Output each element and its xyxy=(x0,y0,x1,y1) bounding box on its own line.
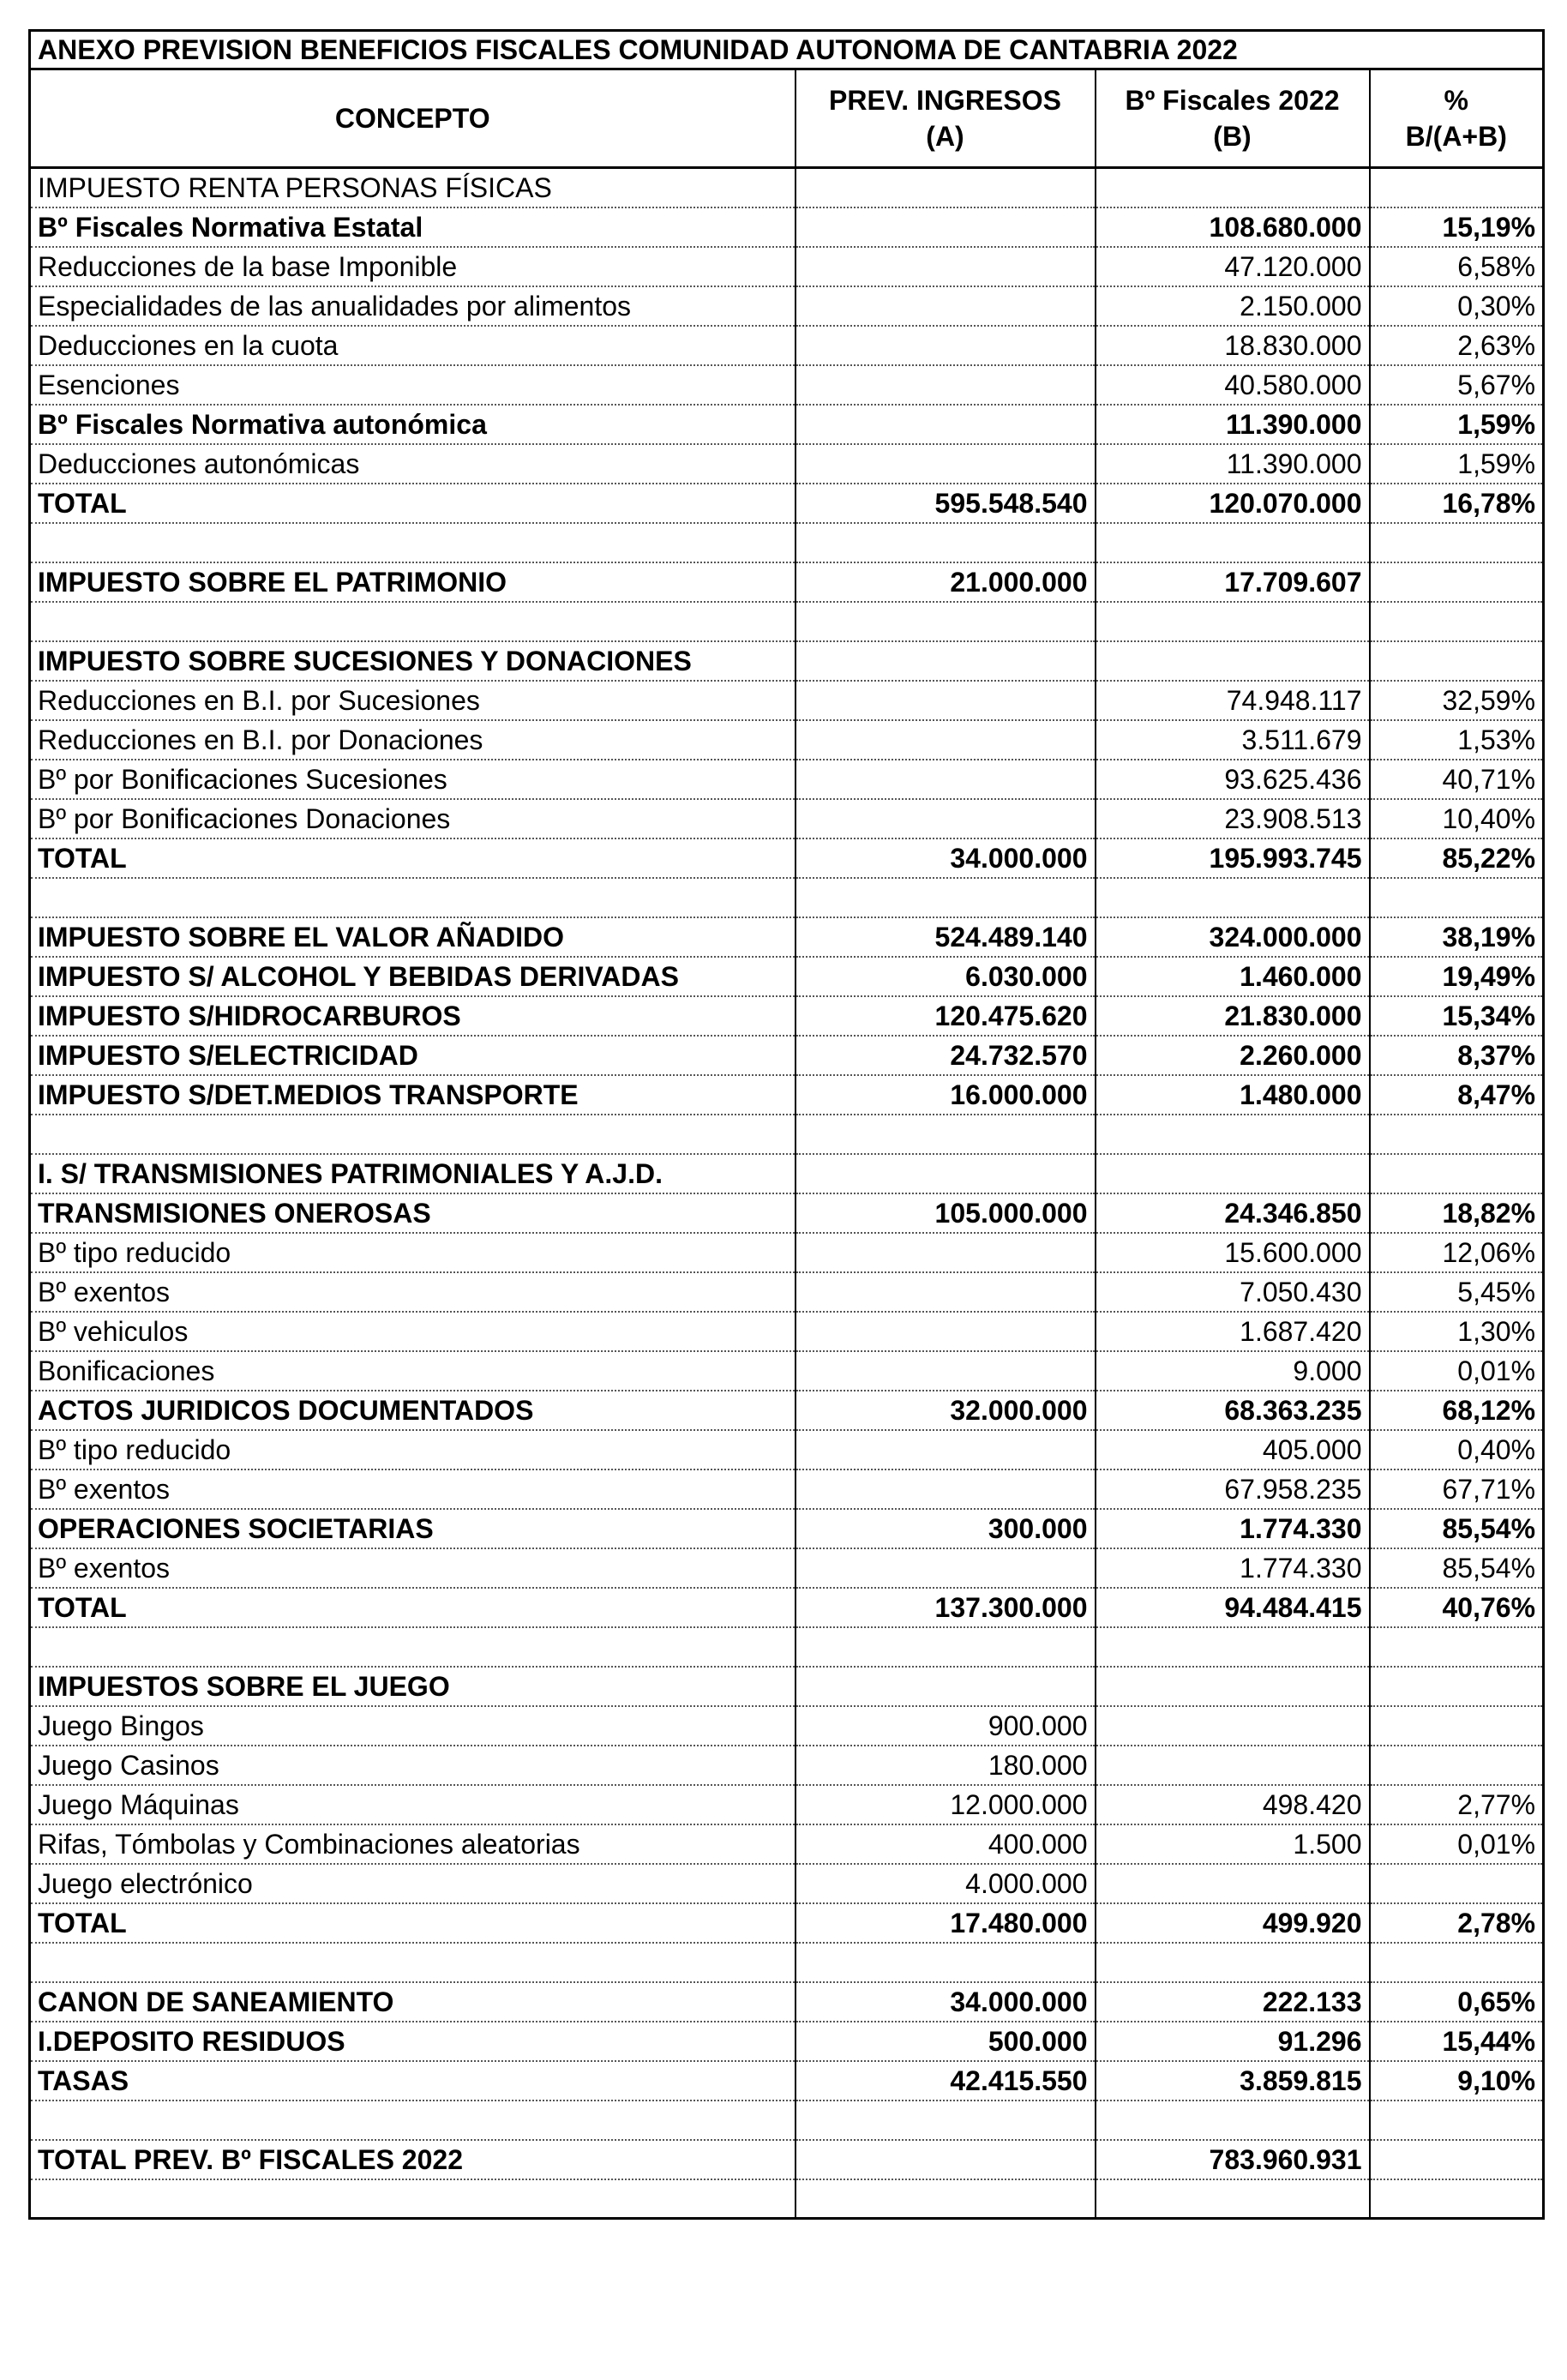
cell-porcentaje xyxy=(1370,2179,1544,2219)
table-row xyxy=(30,838,1544,878)
cell-concepto: Bonificaciones xyxy=(30,1351,796,1391)
cell-porcentaje: 40,76% xyxy=(1370,1588,1544,1627)
cell-concepto: IMPUESTO RENTA PERSONAS FÍSICAS xyxy=(30,168,796,207)
cell-porcentaje: 85,54% xyxy=(1370,1548,1544,1588)
table-row xyxy=(30,957,1544,996)
cell-concepto: Juego Máquinas xyxy=(30,1785,796,1824)
cell-beneficios-fiscales xyxy=(1096,2101,1370,2140)
cell-prev-ingresos xyxy=(796,207,1096,247)
cell-concepto: IMPUESTO S/ ALCOHOL Y BEBIDAS DERIVADAS xyxy=(30,957,796,996)
cell-beneficios-fiscales: 499.920 xyxy=(1096,1903,1370,1943)
cell-porcentaje xyxy=(1370,1667,1544,1706)
table-row xyxy=(30,1548,1544,1588)
cell-prev-ingresos xyxy=(796,641,1096,681)
table-row xyxy=(30,878,1544,917)
cell-concepto: IMPUESTO SOBRE EL VALOR AÑADIDO xyxy=(30,917,796,957)
cell-concepto: IMPUESTO S/ELECTRICIDAD xyxy=(30,1036,796,1075)
cell-beneficios-fiscales: 405.000 xyxy=(1096,1430,1370,1469)
table-row xyxy=(30,2022,1544,2061)
cell-prev-ingresos xyxy=(796,720,1096,760)
cell-prev-ingresos xyxy=(796,405,1096,444)
cell-prev-ingresos xyxy=(796,168,1096,207)
cell-concepto: Reducciones en B.I. por Donaciones xyxy=(30,720,796,760)
cell-concepto: Reducciones de la base Imponible xyxy=(30,247,796,286)
cell-beneficios-fiscales: 324.000.000 xyxy=(1096,917,1370,957)
cell-beneficios-fiscales: 222.133 xyxy=(1096,1982,1370,2022)
cell-concepto: Bº por Bonificaciones Donaciones xyxy=(30,799,796,838)
cell-porcentaje: 15,44% xyxy=(1370,2022,1544,2061)
table-row xyxy=(30,523,1544,562)
cell-beneficios-fiscales: 7.050.430 xyxy=(1096,1272,1370,1312)
cell-porcentaje: 2,78% xyxy=(1370,1903,1544,1943)
cell-porcentaje: 8,47% xyxy=(1370,1075,1544,1115)
table-row xyxy=(30,1982,1544,2022)
cell-porcentaje xyxy=(1370,1627,1544,1667)
cell-beneficios-fiscales: 498.420 xyxy=(1096,1785,1370,1824)
cell-prev-ingresos xyxy=(796,286,1096,326)
cell-concepto: Esenciones xyxy=(30,365,796,405)
table-row xyxy=(30,1312,1544,1351)
cell-porcentaje: 15,34% xyxy=(1370,996,1544,1036)
table-row xyxy=(30,917,1544,957)
cell-concepto: Juego Bingos xyxy=(30,1706,796,1746)
cell-concepto xyxy=(30,2179,796,2219)
cell-concepto: IMPUESTO SOBRE EL PATRIMONIO xyxy=(30,562,796,602)
cell-prev-ingresos: 16.000.000 xyxy=(796,1075,1096,1115)
cell-porcentaje: 10,40% xyxy=(1370,799,1544,838)
cell-concepto: IMPUESTO S/DET.MEDIOS TRANSPORTE xyxy=(30,1075,796,1115)
table-row xyxy=(30,1864,1544,1903)
cell-prev-ingresos xyxy=(796,365,1096,405)
table-row xyxy=(30,207,1544,247)
cell-beneficios-fiscales: 1.687.420 xyxy=(1096,1312,1370,1351)
cell-prev-ingresos: 34.000.000 xyxy=(796,838,1096,878)
cell-porcentaje: 0,40% xyxy=(1370,1430,1544,1469)
table-row xyxy=(30,1391,1544,1430)
cell-beneficios-fiscales xyxy=(1096,1864,1370,1903)
cell-beneficios-fiscales xyxy=(1096,1115,1370,1154)
cell-beneficios-fiscales xyxy=(1096,1627,1370,1667)
cell-beneficios-fiscales: 17.709.607 xyxy=(1096,562,1370,602)
cell-concepto: Bº tipo reducido xyxy=(30,1430,796,1469)
cell-concepto: Bº exentos xyxy=(30,1469,796,1509)
cell-prev-ingresos: 32.000.000 xyxy=(796,1391,1096,1430)
table-row xyxy=(30,641,1544,681)
table-row xyxy=(30,1627,1544,1667)
table-row xyxy=(30,760,1544,799)
cell-prev-ingresos xyxy=(796,1312,1096,1351)
cell-concepto xyxy=(30,1943,796,1982)
cell-beneficios-fiscales: 24.346.850 xyxy=(1096,1193,1370,1233)
cell-concepto: I. S/ TRANSMISIONES PATRIMONIALES Y A.J.D. xyxy=(30,1154,796,1193)
cell-beneficios-fiscales: 2.150.000 xyxy=(1096,286,1370,326)
table-row xyxy=(30,562,1544,602)
cell-concepto: TOTAL xyxy=(30,484,796,523)
cell-porcentaje: 9,10% xyxy=(1370,2061,1544,2101)
cell-porcentaje: 32,59% xyxy=(1370,681,1544,720)
cell-porcentaje: 38,19% xyxy=(1370,917,1544,957)
cell-concepto: OPERACIONES SOCIETARIAS xyxy=(30,1509,796,1548)
cell-prev-ingresos: 300.000 xyxy=(796,1509,1096,1548)
cell-prev-ingresos xyxy=(796,247,1096,286)
cell-concepto: Bº tipo reducido xyxy=(30,1233,796,1272)
header-beneficios-fiscales: Bº Fiscales 2022 (B) xyxy=(1096,69,1370,168)
cell-prev-ingresos: 137.300.000 xyxy=(796,1588,1096,1627)
cell-prev-ingresos: 400.000 xyxy=(796,1824,1096,1864)
cell-concepto: I.DEPOSITO RESIDUOS xyxy=(30,2022,796,2061)
table-row xyxy=(30,365,1544,405)
table-row xyxy=(30,405,1544,444)
table-row xyxy=(30,2101,1544,2140)
cell-porcentaje xyxy=(1370,1864,1544,1903)
cell-porcentaje: 1,30% xyxy=(1370,1312,1544,1351)
cell-beneficios-fiscales: 3.511.679 xyxy=(1096,720,1370,760)
cell-prev-ingresos xyxy=(796,1272,1096,1312)
cell-concepto xyxy=(30,2101,796,2140)
cell-porcentaje xyxy=(1370,1154,1544,1193)
cell-concepto: Deducciones autonómicas xyxy=(30,444,796,484)
table-row xyxy=(30,1115,1544,1154)
cell-prev-ingresos: 34.000.000 xyxy=(796,1982,1096,2022)
cell-concepto xyxy=(30,602,796,641)
cell-beneficios-fiscales: 195.993.745 xyxy=(1096,838,1370,878)
cell-prev-ingresos: 42.415.550 xyxy=(796,2061,1096,2101)
cell-porcentaje xyxy=(1370,168,1544,207)
table-row xyxy=(30,1272,1544,1312)
cell-beneficios-fiscales: 2.260.000 xyxy=(1096,1036,1370,1075)
table-row xyxy=(30,286,1544,326)
cell-beneficios-fiscales xyxy=(1096,641,1370,681)
cell-porcentaje: 6,58% xyxy=(1370,247,1544,286)
cell-porcentaje: 19,49% xyxy=(1370,957,1544,996)
cell-beneficios-fiscales: 120.070.000 xyxy=(1096,484,1370,523)
cell-porcentaje: 85,22% xyxy=(1370,838,1544,878)
table-row xyxy=(30,799,1544,838)
cell-porcentaje: 18,82% xyxy=(1370,1193,1544,1233)
cell-concepto xyxy=(30,1115,796,1154)
table-row xyxy=(30,1154,1544,1193)
table-row xyxy=(30,1509,1544,1548)
cell-porcentaje xyxy=(1370,562,1544,602)
cell-porcentaje: 15,19% xyxy=(1370,207,1544,247)
cell-prev-ingresos xyxy=(796,2179,1096,2219)
cell-prev-ingresos: 105.000.000 xyxy=(796,1193,1096,1233)
table-row xyxy=(30,1036,1544,1075)
table-row xyxy=(30,1785,1544,1824)
cell-prev-ingresos xyxy=(796,1469,1096,1509)
cell-concepto: TOTAL xyxy=(30,1588,796,1627)
cell-beneficios-fiscales xyxy=(1096,1706,1370,1746)
cell-prev-ingresos xyxy=(796,1943,1096,1982)
cell-concepto: IMPUESTO SOBRE SUCESIONES Y DONACIONES xyxy=(30,641,796,681)
cell-beneficios-fiscales: 783.960.931 xyxy=(1096,2140,1370,2179)
cell-concepto xyxy=(30,1627,796,1667)
cell-concepto: ACTOS JURIDICOS DOCUMENTADOS xyxy=(30,1391,796,1430)
cell-prev-ingresos xyxy=(796,326,1096,365)
cell-concepto: Bº vehiculos xyxy=(30,1312,796,1351)
cell-concepto: CANON DE SANEAMIENTO xyxy=(30,1982,796,2022)
cell-porcentaje xyxy=(1370,878,1544,917)
cell-porcentaje xyxy=(1370,602,1544,641)
cell-porcentaje: 5,45% xyxy=(1370,1272,1544,1312)
cell-concepto: Rifas, Tómbolas y Combinaciones aleatorias xyxy=(30,1824,796,1864)
cell-beneficios-fiscales: 93.625.436 xyxy=(1096,760,1370,799)
cell-prev-ingresos xyxy=(796,799,1096,838)
cell-beneficios-fiscales: 11.390.000 xyxy=(1096,444,1370,484)
spreadsheet-sheet xyxy=(28,29,1542,2220)
cell-prev-ingresos xyxy=(796,523,1096,562)
cell-porcentaje xyxy=(1370,2101,1544,2140)
cell-beneficios-fiscales: 23.908.513 xyxy=(1096,799,1370,838)
cell-porcentaje: 0,01% xyxy=(1370,1351,1544,1391)
cell-concepto: Reducciones en B.I. por Sucesiones xyxy=(30,681,796,720)
header-porcentaje: % B/(A+B) xyxy=(1370,69,1544,168)
table-row xyxy=(30,1588,1544,1627)
cell-beneficios-fiscales: 94.484.415 xyxy=(1096,1588,1370,1627)
cell-beneficios-fiscales xyxy=(1096,168,1370,207)
cell-prev-ingresos xyxy=(796,1548,1096,1588)
cell-beneficios-fiscales: 68.363.235 xyxy=(1096,1391,1370,1430)
cell-concepto: Bº Fiscales Normativa autonómica xyxy=(30,405,796,444)
table-row xyxy=(30,1075,1544,1115)
cell-prev-ingresos xyxy=(796,878,1096,917)
cell-concepto: TRANSMISIONES ONEROSAS xyxy=(30,1193,796,1233)
cell-beneficios-fiscales: 1.480.000 xyxy=(1096,1075,1370,1115)
table-title: ANEXO PREVISION BENEFICIOS FISCALES COMUNIDAD AUTONOMA DE CANTABRIA 2022 xyxy=(30,31,1544,69)
table-row xyxy=(30,1903,1544,1943)
cell-prev-ingresos: 24.732.570 xyxy=(796,1036,1096,1075)
cell-prev-ingresos xyxy=(796,2101,1096,2140)
table-row xyxy=(30,1706,1544,1746)
table-row xyxy=(30,996,1544,1036)
cell-beneficios-fiscales xyxy=(1096,1667,1370,1706)
table-row xyxy=(30,484,1544,523)
cell-beneficios-fiscales: 15.600.000 xyxy=(1096,1233,1370,1272)
cell-concepto: Bº Fiscales Normativa Estatal xyxy=(30,207,796,247)
cell-beneficios-fiscales: 18.830.000 xyxy=(1096,326,1370,365)
cell-porcentaje: 2,63% xyxy=(1370,326,1544,365)
table-title-row xyxy=(30,31,1544,69)
cell-porcentaje: 85,54% xyxy=(1370,1509,1544,1548)
cell-prev-ingresos xyxy=(796,444,1096,484)
cell-beneficios-fiscales: 1.774.330 xyxy=(1096,1548,1370,1588)
table-row xyxy=(30,247,1544,286)
table-row xyxy=(30,1943,1544,1982)
table-row xyxy=(30,1824,1544,1864)
cell-concepto: Bº exentos xyxy=(30,1272,796,1312)
cell-beneficios-fiscales: 1.460.000 xyxy=(1096,957,1370,996)
cell-concepto xyxy=(30,523,796,562)
cell-beneficios-fiscales: 21.830.000 xyxy=(1096,996,1370,1036)
cell-beneficios-fiscales: 74.948.117 xyxy=(1096,681,1370,720)
cell-beneficios-fiscales: 3.859.815 xyxy=(1096,2061,1370,2101)
cell-beneficios-fiscales: 47.120.000 xyxy=(1096,247,1370,286)
cell-prev-ingresos: 500.000 xyxy=(796,2022,1096,2061)
header-concepto: CONCEPTO xyxy=(30,69,796,168)
cell-concepto xyxy=(30,878,796,917)
cell-beneficios-fiscales: 67.958.235 xyxy=(1096,1469,1370,1509)
cell-prev-ingresos: 17.480.000 xyxy=(796,1903,1096,1943)
table-row xyxy=(30,602,1544,641)
cell-prev-ingresos: 180.000 xyxy=(796,1746,1096,1785)
cell-beneficios-fiscales xyxy=(1096,1943,1370,1982)
cell-porcentaje: 1,59% xyxy=(1370,405,1544,444)
cell-porcentaje: 0,65% xyxy=(1370,1982,1544,2022)
cell-beneficios-fiscales: 40.580.000 xyxy=(1096,365,1370,405)
cell-beneficios-fiscales: 1.500 xyxy=(1096,1824,1370,1864)
cell-prev-ingresos: 524.489.140 xyxy=(796,917,1096,957)
table-row xyxy=(30,681,1544,720)
cell-prev-ingresos xyxy=(796,1667,1096,1706)
cell-porcentaje: 0,01% xyxy=(1370,1824,1544,1864)
header-row xyxy=(30,69,1544,168)
cell-concepto: TASAS xyxy=(30,2061,796,2101)
cell-porcentaje xyxy=(1370,1115,1544,1154)
cell-prev-ingresos: 21.000.000 xyxy=(796,562,1096,602)
cell-prev-ingresos: 595.548.540 xyxy=(796,484,1096,523)
table-row xyxy=(30,168,1544,207)
cell-porcentaje xyxy=(1370,2140,1544,2179)
cell-porcentaje xyxy=(1370,1746,1544,1785)
cell-beneficios-fiscales: 11.390.000 xyxy=(1096,405,1370,444)
cell-prev-ingresos: 900.000 xyxy=(796,1706,1096,1746)
cell-prev-ingresos: 4.000.000 xyxy=(796,1864,1096,1903)
cell-prev-ingresos xyxy=(796,1115,1096,1154)
table-row xyxy=(30,444,1544,484)
cell-porcentaje: 0,30% xyxy=(1370,286,1544,326)
cell-beneficios-fiscales xyxy=(1096,1746,1370,1785)
cell-prev-ingresos xyxy=(796,681,1096,720)
table-row xyxy=(30,2061,1544,2101)
cell-porcentaje xyxy=(1370,1706,1544,1746)
cell-concepto: TOTAL PREV. Bº FISCALES 2022 xyxy=(30,2140,796,2179)
cell-concepto: Especialidades de las anualidades por alimentos xyxy=(30,286,796,326)
cell-porcentaje: 2,77% xyxy=(1370,1785,1544,1824)
cell-beneficios-fiscales xyxy=(1096,2179,1370,2219)
header-prev-ingresos: PREV. INGRESOS (A) xyxy=(796,69,1096,168)
cell-porcentaje xyxy=(1370,1943,1544,1982)
fiscal-benefits-table xyxy=(28,29,1545,2220)
cell-concepto: IMPUESTO S/HIDROCARBUROS xyxy=(30,996,796,1036)
cell-porcentaje: 67,71% xyxy=(1370,1469,1544,1509)
cell-beneficios-fiscales: 91.296 xyxy=(1096,2022,1370,2061)
table-row xyxy=(30,1430,1544,1469)
cell-concepto: Bº por Bonificaciones Sucesiones xyxy=(30,760,796,799)
table-row xyxy=(30,326,1544,365)
cell-prev-ingresos xyxy=(796,1627,1096,1667)
cell-porcentaje: 8,37% xyxy=(1370,1036,1544,1075)
table-row xyxy=(30,1233,1544,1272)
cell-prev-ingresos xyxy=(796,1154,1096,1193)
table-row xyxy=(30,1193,1544,1233)
cell-beneficios-fiscales xyxy=(1096,523,1370,562)
table-row xyxy=(30,2140,1544,2179)
cell-concepto: Juego Casinos xyxy=(30,1746,796,1785)
table-row xyxy=(30,2179,1544,2219)
table-row xyxy=(30,1351,1544,1391)
cell-concepto: Juego electrónico xyxy=(30,1864,796,1903)
cell-prev-ingresos xyxy=(796,1351,1096,1391)
cell-porcentaje: 68,12% xyxy=(1370,1391,1544,1430)
cell-prev-ingresos xyxy=(796,602,1096,641)
cell-porcentaje: 40,71% xyxy=(1370,760,1544,799)
cell-porcentaje xyxy=(1370,523,1544,562)
cell-beneficios-fiscales xyxy=(1096,602,1370,641)
cell-porcentaje: 1,59% xyxy=(1370,444,1544,484)
cell-concepto: TOTAL xyxy=(30,1903,796,1943)
cell-beneficios-fiscales xyxy=(1096,1154,1370,1193)
cell-concepto: TOTAL xyxy=(30,838,796,878)
cell-porcentaje xyxy=(1370,641,1544,681)
table-row xyxy=(30,720,1544,760)
cell-concepto: Bº exentos xyxy=(30,1548,796,1588)
cell-prev-ingresos xyxy=(796,1430,1096,1469)
cell-porcentaje: 5,67% xyxy=(1370,365,1544,405)
cell-porcentaje: 12,06% xyxy=(1370,1233,1544,1272)
cell-prev-ingresos xyxy=(796,1233,1096,1272)
cell-beneficios-fiscales xyxy=(1096,878,1370,917)
cell-beneficios-fiscales: 1.774.330 xyxy=(1096,1509,1370,1548)
table-row xyxy=(30,1469,1544,1509)
cell-prev-ingresos: 12.000.000 xyxy=(796,1785,1096,1824)
cell-beneficios-fiscales: 108.680.000 xyxy=(1096,207,1370,247)
cell-concepto: IMPUESTOS SOBRE EL JUEGO xyxy=(30,1667,796,1706)
cell-beneficios-fiscales: 9.000 xyxy=(1096,1351,1370,1391)
cell-prev-ingresos: 6.030.000 xyxy=(796,957,1096,996)
cell-concepto: Deducciones en la cuota xyxy=(30,326,796,365)
table-row xyxy=(30,1746,1544,1785)
cell-prev-ingresos xyxy=(796,2140,1096,2179)
cell-prev-ingresos: 120.475.620 xyxy=(796,996,1096,1036)
table-row xyxy=(30,1667,1544,1706)
cell-porcentaje: 16,78% xyxy=(1370,484,1544,523)
cell-porcentaje: 1,53% xyxy=(1370,720,1544,760)
cell-prev-ingresos xyxy=(796,760,1096,799)
